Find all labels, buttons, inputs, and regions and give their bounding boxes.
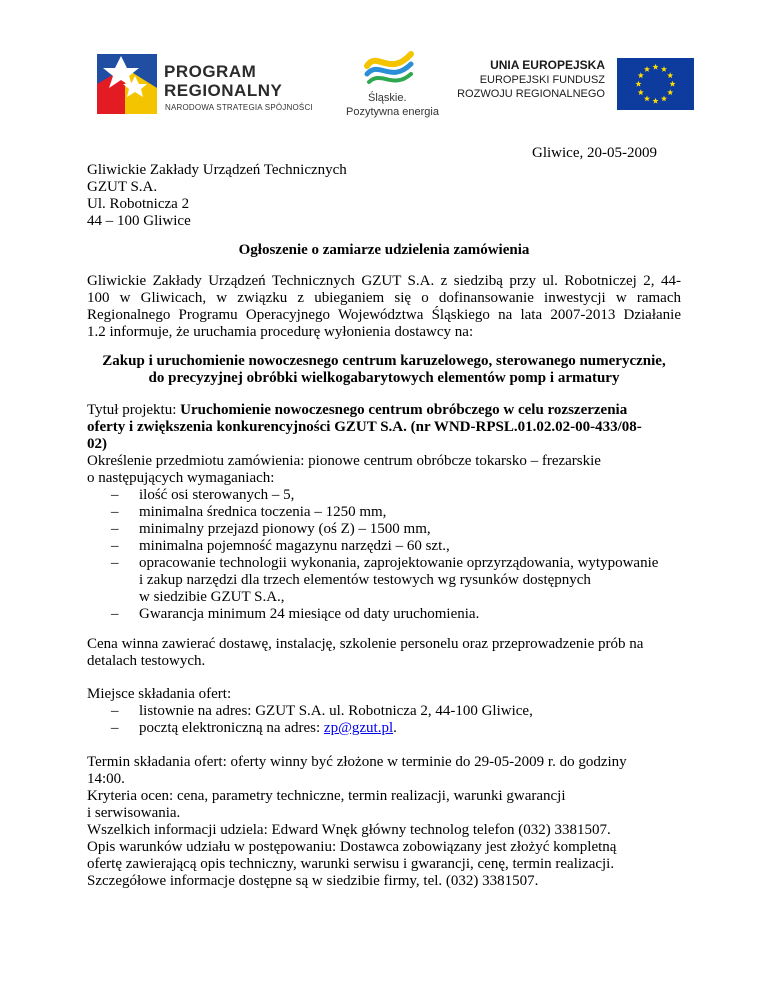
- address-line: GZUT S.A.: [87, 179, 158, 195]
- project-label: Tytuł projektu:: [87, 402, 181, 418]
- closing-line: i serwisowania.: [87, 805, 181, 821]
- subject-line: do precyzyjnej obróbki wielkogabarytowych elementów pomp i armatury: [148, 370, 620, 386]
- offer-place-list: [87, 703, 533, 737]
- program-emblem-icon: [95, 48, 159, 120]
- requirement-text: Gwarancja minimum 24 miesiące od daty uruchomienia.: [139, 606, 480, 622]
- eu-star-icon: [661, 96, 667, 102]
- intro-line: 100 w Gliwicach, w związku z ubieganiem się o dofinansowanie inwestycji w ramach: [87, 290, 681, 306]
- eu-star-icon: [638, 89, 644, 95]
- closing-line: Kryteria ocen: cena, parametry techniczne, termin realizacji, warunki gwarancji: [87, 788, 566, 804]
- eu-star-icon: [635, 81, 641, 87]
- requirement-text: w siedzibie GZUT S.A.,: [139, 589, 285, 605]
- offer-place-section: [87, 686, 533, 737]
- eu-logo-line3: ROZWOJU REGIONALNEGO: [457, 88, 605, 100]
- slaskie-waves-icon: [363, 48, 415, 90]
- eu-star-icon: [644, 66, 650, 72]
- price-line: detalach testowych.: [87, 653, 206, 669]
- header-logos: [0, 0, 768, 130]
- eu-logo-line1: UNIA EUROPEJSKA: [490, 58, 605, 72]
- program-logo-line3: NARODOWA STRATEGIA SPÓJNOŚCI: [165, 103, 313, 112]
- eu-logo: [452, 58, 702, 113]
- offer-place-label: Miejsce składania ofert:: [87, 686, 232, 702]
- slaskie-logo: [343, 48, 438, 120]
- eu-star-icon: [638, 72, 644, 78]
- price-line: Cena winna zawierać dostawę, instalację, szkolenie personelu oraz przeprowadzenie prób na: [87, 636, 644, 652]
- project-title-part: oferty i zwiększenia konkurencyjności GZUT S.A. (nr WND-RPSL.01.02.02-00-433/08-: [87, 419, 642, 435]
- email-link[interactable]: zp@gzut.pl: [323, 720, 394, 736]
- slaskie-name: Śląskie.: [368, 92, 407, 104]
- project-section: [87, 402, 658, 623]
- intro-line: Gliwickie Zakłady Urządzeń Technicznych GZUT S.A. z siedzibą przy ul. Robotniczej 2, 44-: [87, 273, 681, 289]
- address-line: Gliwickie Zakłady Urządzeń Technicznych: [87, 162, 347, 178]
- program-logo-line1: PROGRAM: [164, 62, 257, 81]
- price-paragraph: [87, 636, 643, 670]
- requirement-text: minimalny przejazd pionowy (oś Z) – 1500 mm,: [139, 521, 431, 537]
- eu-star-icon: [667, 89, 673, 95]
- document-date: Gliwice, 20-05-2009: [532, 145, 657, 161]
- eu-star-icon: [652, 98, 658, 104]
- offer-place-email-prefix: pocztą elektroniczną na adres:: [139, 720, 324, 736]
- requirement-item: [87, 538, 658, 555]
- scope-line: o następujących wymaganiach:: [87, 470, 275, 486]
- intro-paragraph: [87, 273, 681, 341]
- address-line: Ul. Robotnicza 2: [87, 196, 190, 212]
- requirement-text: minimalna średnica toczenia – 1250 mm,: [139, 504, 387, 520]
- program-regionalny-logo: [95, 48, 335, 120]
- eu-star-icon: [652, 64, 658, 70]
- requirement-text: i zakup narzędzi dla trzech elementów testowych wg rysunków dostępnych: [139, 572, 591, 588]
- eu-flag-icon: [617, 58, 694, 110]
- requirement-text: ilość osi sterowanych – 5,: [139, 487, 295, 503]
- eu-logo-line2: EUROPEJSKI FUNDUSZ: [479, 74, 605, 86]
- requirement-item: [87, 606, 658, 623]
- recipient-address: [87, 162, 347, 230]
- project-title-part: 02): [87, 436, 107, 452]
- requirement-text: – opracowanie technologii wykonania, zaprojektowanie oprzyrządowania, wytypowanie: [139, 555, 659, 571]
- project-title-part: Uruchomienie nowoczesnego centrum obróbczego w celu rozszerzenia: [180, 402, 628, 418]
- requirement-item: [87, 487, 658, 504]
- closing-line: Opis warunków udziału w postępowaniu: Dostawca zobowiązany jest złożyć kompletną: [87, 839, 617, 855]
- eu-star-icon: [644, 96, 650, 102]
- closing-section: [87, 754, 627, 890]
- scope-line: Określenie przedmiotu zamówienia: pionowe centrum obróbcze tokarsko – frezarskie: [87, 453, 601, 469]
- eu-stars-icon: [617, 58, 694, 110]
- offer-place-item: [87, 720, 533, 737]
- project-title-line: [87, 402, 658, 419]
- document-heading: Ogłoszenie o zamiarze udzielenia zamówienia: [238, 242, 530, 258]
- slaskie-tagline: Pozytywna energia: [346, 106, 439, 118]
- closing-line: ofertę zawierającą opis techniczny, warunki serwisu i gwarancji, cenę, termin realizacji.: [87, 856, 615, 872]
- program-logo-line2: REGIONALNY: [164, 81, 283, 100]
- eu-star-icon: [667, 72, 673, 78]
- offer-place-item: [87, 703, 533, 720]
- subject-line: Zakup i uruchomienie nowoczesnego centrum karuzelowego, sterowanego numerycznie,: [102, 353, 666, 369]
- closing-line: 14:00.: [87, 771, 125, 787]
- closing-line: Wszelkich informacji udziela: Edward Wnęk główny technolog telefon (032) 3381507.: [87, 822, 611, 838]
- offer-place-email-suffix: .: [393, 720, 397, 736]
- order-subject: [0, 353, 768, 387]
- requirement-item: [87, 504, 658, 521]
- closing-line: Termin składania ofert: oferty winny być złożone w terminie do 29-05-2009 r. do godziny: [87, 754, 627, 770]
- requirements-list: [87, 487, 658, 623]
- offer-place-mail: listownie na adres: GZUT S.A. ul. Robotnicza 2, 44-100 Gliwice,: [139, 703, 533, 719]
- address-line: 44 – 100 Gliwice: [87, 213, 191, 229]
- requirement-item: [87, 555, 658, 606]
- intro-line: 1.2 informuje, że uruchamia procedurę wyłonienia dostawcy na:: [87, 324, 474, 340]
- requirement-text: minimalna pojemność magazynu narzędzi – 60 szt.,: [139, 538, 450, 554]
- eu-star-icon: [669, 81, 675, 87]
- intro-line: Regionalnego Programu Operacyjnego Województwa Śląskiego na lata 2007-2013 Działanie: [87, 307, 681, 323]
- requirement-item: [87, 521, 658, 538]
- closing-line: Szczegółowe informacje dostępne są w siedzibie firmy, tel. (032) 3381507.: [87, 873, 539, 889]
- eu-star-icon: [661, 66, 667, 72]
